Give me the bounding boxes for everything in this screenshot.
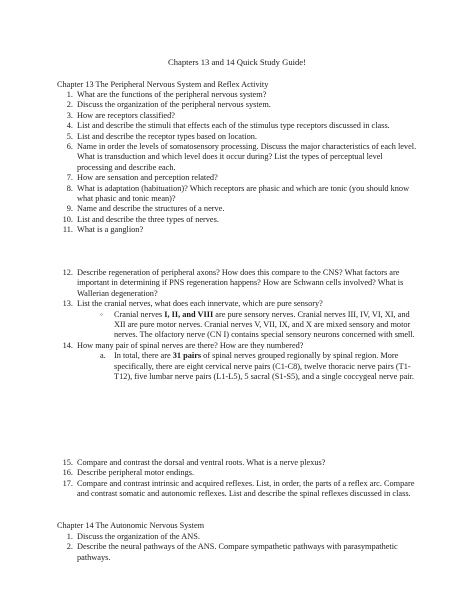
item-text: How are sensation and perception related? bbox=[77, 173, 218, 183]
item-text: Name in order the levels of somatosensory processing. Discuss the major characteristics of each level. What is transduction and which level does it occur during? List the types of perceptual level processing and describe each. bbox=[77, 142, 417, 172]
list-item bbox=[57, 268, 417, 299]
list-item bbox=[57, 204, 417, 214]
list-item bbox=[57, 458, 417, 468]
answer-bold: I, II, and VIII bbox=[164, 309, 214, 319]
item-number: 15 . bbox=[57, 458, 73, 468]
list-item bbox=[57, 184, 417, 205]
list-item bbox=[57, 215, 417, 225]
bullet-mark: a. bbox=[100, 351, 106, 361]
item-text: Discuss the organization of the ANS. bbox=[77, 532, 200, 541]
list-item bbox=[57, 542, 417, 563]
list-item bbox=[57, 90, 417, 100]
item-text: List and describe the receptor types based on location. bbox=[77, 131, 257, 141]
chapter-13-questions-part-1 bbox=[57, 90, 417, 236]
answer-list bbox=[74, 351, 417, 382]
item-number: 12 . bbox=[57, 268, 73, 278]
item-text: List and describe the three types of nerves. bbox=[77, 214, 219, 224]
item-number: 9 . bbox=[57, 204, 73, 214]
item-number: 6 . bbox=[57, 142, 73, 152]
item-text: List and describe the stimuli that effects each of the stimulus type receptors discussed in class. bbox=[77, 121, 390, 131]
chapter-13-heading: Chapter 13 The Peripheral Nervous System and Reflex Activity bbox=[57, 80, 269, 89]
item-text: Compare and contrast intrinsic and acquired reflexes. List, in order, the parts of a reflex arc. Compare and contrast somatic and autonomic reflexes. List and describe the spinal reflexes discussed in class. bbox=[77, 478, 415, 499]
list-item bbox=[57, 100, 417, 110]
item-text: How many pair of spinal nerves are there? How are they numbered? bbox=[77, 340, 304, 350]
item-text: Describe peripheral motor endings. bbox=[77, 468, 195, 478]
item-number: 2 . bbox=[57, 542, 73, 552]
item-text: How are receptors classified? bbox=[77, 110, 175, 120]
item-number: 8 . bbox=[57, 184, 73, 194]
item-number: 4 . bbox=[57, 121, 73, 131]
item-text: What is adaptation (habituation)? Which receptors are phasic and which are tonic (you should know what phasic and tonic mean)? bbox=[77, 183, 410, 204]
item-number: 3 . bbox=[57, 111, 73, 121]
item-text: Describe regeneration of peripheral axons? How does this compare to the CNS? What factors are important in determining if PNS regeneration happens? How are Schwann cells involved? What is Wallerian degeneration? bbox=[77, 268, 404, 298]
item-number: 7 . bbox=[57, 173, 73, 183]
list-item bbox=[57, 468, 417, 478]
item-number: 16 . bbox=[57, 468, 73, 478]
list-item bbox=[57, 532, 417, 542]
answer-text: Cranial nerves I, II, and VIII are pure sensory nerves. Cranial nerves III, IV, VI, XI, and XII are pure motor nerves. Cranial nerves V, VII, IX, and X are mixed sensory and motor nerves. The olfactory nerve (CN I) contains special sensory neurons concerned with smell. bbox=[114, 309, 415, 340]
answer-text: In total, there are 31 pairs of spinal nerves grouped regionally by spinal region. More specifically, there are eight cervical nerve pairs (C1-C8), twelve thoracic nerve pairs (T1-T12), five lumbar nerve pairs (L1-L5), 5 sacral (S1-S5), and a single coccygeal nerve pair. bbox=[114, 351, 414, 382]
chapter-14-heading: Chapter 14 The Autonomic Nervous System bbox=[57, 521, 205, 530]
chapter-14-questions bbox=[57, 532, 417, 563]
item-number: 2 . bbox=[57, 100, 73, 110]
page-title: Chapters 13 and 14 Quick Study Guide! bbox=[168, 57, 306, 67]
item-number: 5 . bbox=[57, 132, 73, 142]
list-item bbox=[57, 225, 417, 235]
item-text: Discuss the organization of the peripheral nervous system. bbox=[77, 100, 271, 110]
chapter-13-questions-part-3 bbox=[57, 458, 417, 500]
list-item bbox=[57, 132, 417, 142]
item-number: 11 . bbox=[57, 225, 73, 235]
item-number: 17 . bbox=[57, 479, 73, 489]
item-text: What is a ganglion? bbox=[77, 225, 144, 235]
list-item bbox=[57, 479, 417, 500]
item-number: 10 . bbox=[57, 215, 73, 225]
item-number: 13 . bbox=[57, 299, 73, 309]
item-text: What are the functions of the peripheral nervous system? bbox=[77, 90, 267, 99]
bullet-mark: ◦ bbox=[100, 309, 103, 319]
list-item bbox=[57, 173, 417, 183]
list-item bbox=[57, 121, 417, 131]
item-number: 1 . bbox=[57, 532, 73, 542]
item-text: Compare and contrast the dorsal and ventral roots. What is a nerve plexus? bbox=[77, 458, 326, 467]
item-number: 14 . bbox=[57, 341, 73, 351]
item-text: Describe the neural pathways of the ANS. Compare sympathetic pathways with parasympathetic pathways. bbox=[77, 542, 398, 562]
answer-list bbox=[74, 310, 417, 341]
item-number: 1 . bbox=[57, 90, 73, 100]
answer-item bbox=[74, 310, 417, 341]
chapter-13-questions-part-2 bbox=[57, 268, 417, 382]
list-item bbox=[57, 142, 417, 173]
answer-bold: 31 pairs bbox=[172, 351, 202, 361]
answer-item bbox=[74, 351, 417, 382]
item-text: Name and describe the structures of a nerve. bbox=[77, 204, 225, 214]
list-item bbox=[57, 341, 417, 383]
list-item bbox=[57, 111, 417, 121]
list-item bbox=[57, 299, 417, 341]
item-text: List the cranial nerves, what does each innervate, which are pure sensory? bbox=[77, 299, 323, 309]
